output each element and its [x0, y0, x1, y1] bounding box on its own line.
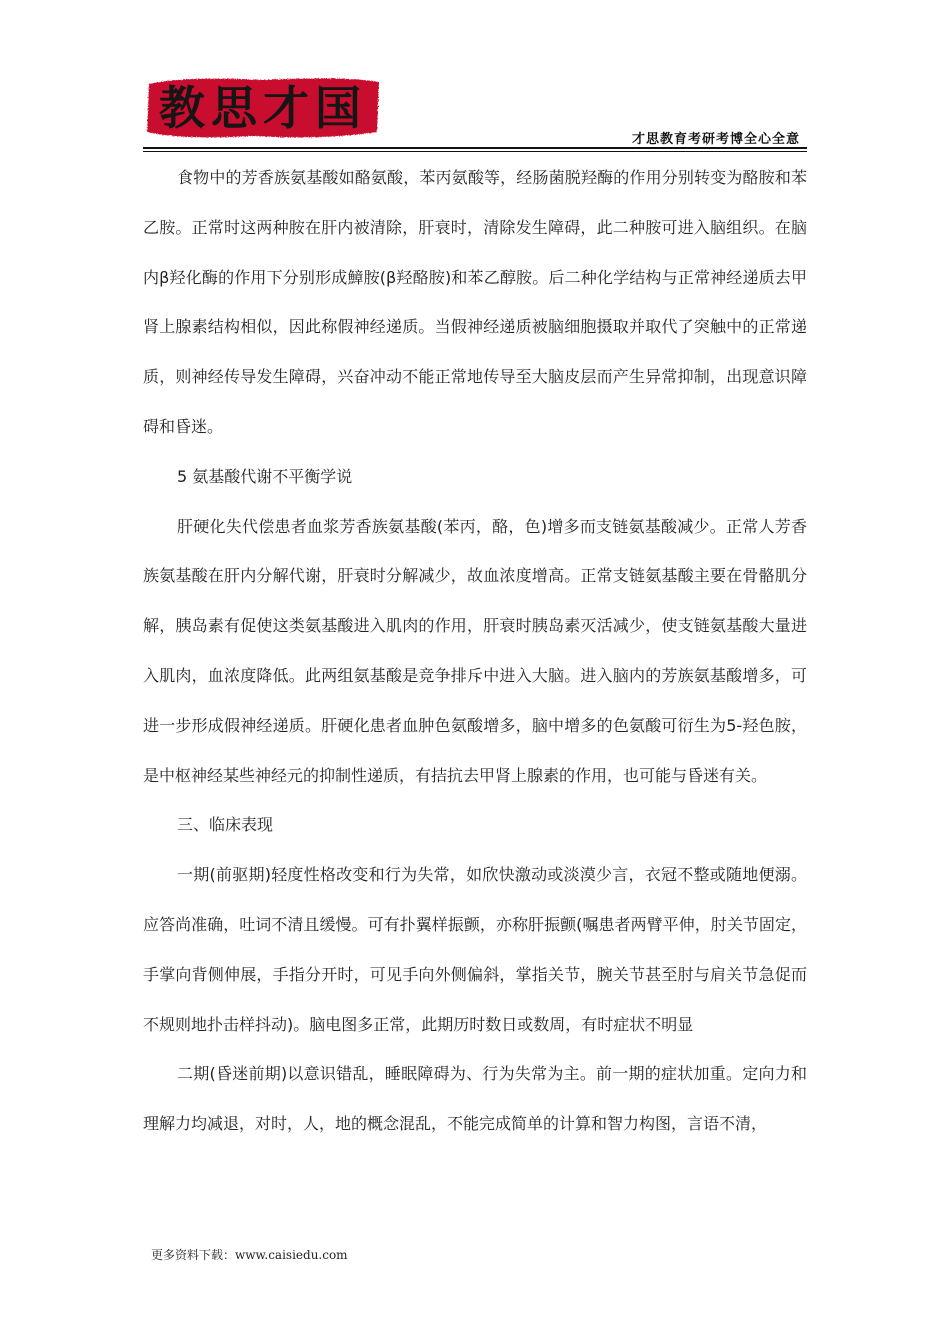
header-divider [143, 147, 807, 149]
footer-download-link[interactable]: 更多资料下载：www.caisiedu.com [151, 1248, 348, 1262]
logo-text: 教思才国 [159, 81, 367, 135]
paragraph-false-neurotransmitter: 食物中的芳香族氨基酸如酪氨酸，苯丙氨酸等，经肠菌脱羟酶的作用分别转变为酪胺和苯乙胺。正常时这两种胺在肝内被清除，肝衰时，清除发生障碍，此二种胺可进入脑组织。在脑内β羟化酶的作用下分别形成鱆胺(β羟酪胺)和苯乙醇胺。后二种化学结构与正常神经递质去甲肾上腺素结构相似，因此称假神经递质。当假神经递质被脑细胞摄取并取代了突触中的正常递质，则神经传导发生障碍，兴奋冲动不能正常地传导至大脑皮层而产生异常抑制，出现意识障碍和昏迷。 [143, 168, 807, 436]
brand-logo [143, 74, 383, 142]
document-body [143, 153, 807, 1149]
header-divider-thin [143, 151, 807, 152]
paragraph-stage-one: 一期(前驱期)轻度性格改变和行为失常，如欣快激动或淡漠少言，衣冠不整或随地便溺。应答尚准确，吐词不清且缓慢。可有扑翼样振颤，亦称肝振颤(嘱患者两臂平伸，肘关节固定，手掌向背侧伸展，手指分开时，可见手向外侧偏斜，掌指关节，腕关节甚至肘与肩关节急促而不规则地扑击样抖动)。脑电图多正常，此期历时数日或数周，有时症状不明显 [143, 865, 807, 1034]
header-slogan: 才思教育考研考博全心全意 [631, 132, 800, 147]
brand-logo-icon [143, 74, 383, 142]
section-heading-clinical-manifestations: 三、临床表现 [177, 815, 274, 835]
paragraph-amino-acid-imbalance: 肝硬化失代偿患者血浆芳香族氨基酸(苯丙，酪，色)增多而支链氨基酸减少。正常人芳香族氨基酸在肝内分解代谢，肝衰时分解减少，故血浓度增高。正常支链氨基酸主要在骨骼肌分解，胰岛素有促使这类氨基酸进入肌肉的作用，肝衰时胰岛素灭活减少，使支链氨基酸大量进入肌肉，血浓度降低。此两组氨基酸是竞争排斥中进入大脑。进入脑内的芳族氨基酸增多，可进一步形成假神经递质。肝硬化患者血肿色氨酸增多，脑中增多的色氨酸可衍生为5-羟色胺，是中枢神经某些神经元的抑制性递质，有拮抗去甲肾上腺素的作用，也可能与昏迷有关。 [143, 516, 807, 785]
section-heading-amino-acid-imbalance: 5 氨基酸代谢不平衡学说 [177, 466, 353, 486]
paragraph-stage-two: 二期(昏迷前期)以意识错乱，睡眠障碍为、行为失常为主。前一期的症状加重。定向力和理解力均减退，对时，人，地的概念混乱，不能完成简单的计算和智力构图，言语不清， [143, 1064, 807, 1134]
